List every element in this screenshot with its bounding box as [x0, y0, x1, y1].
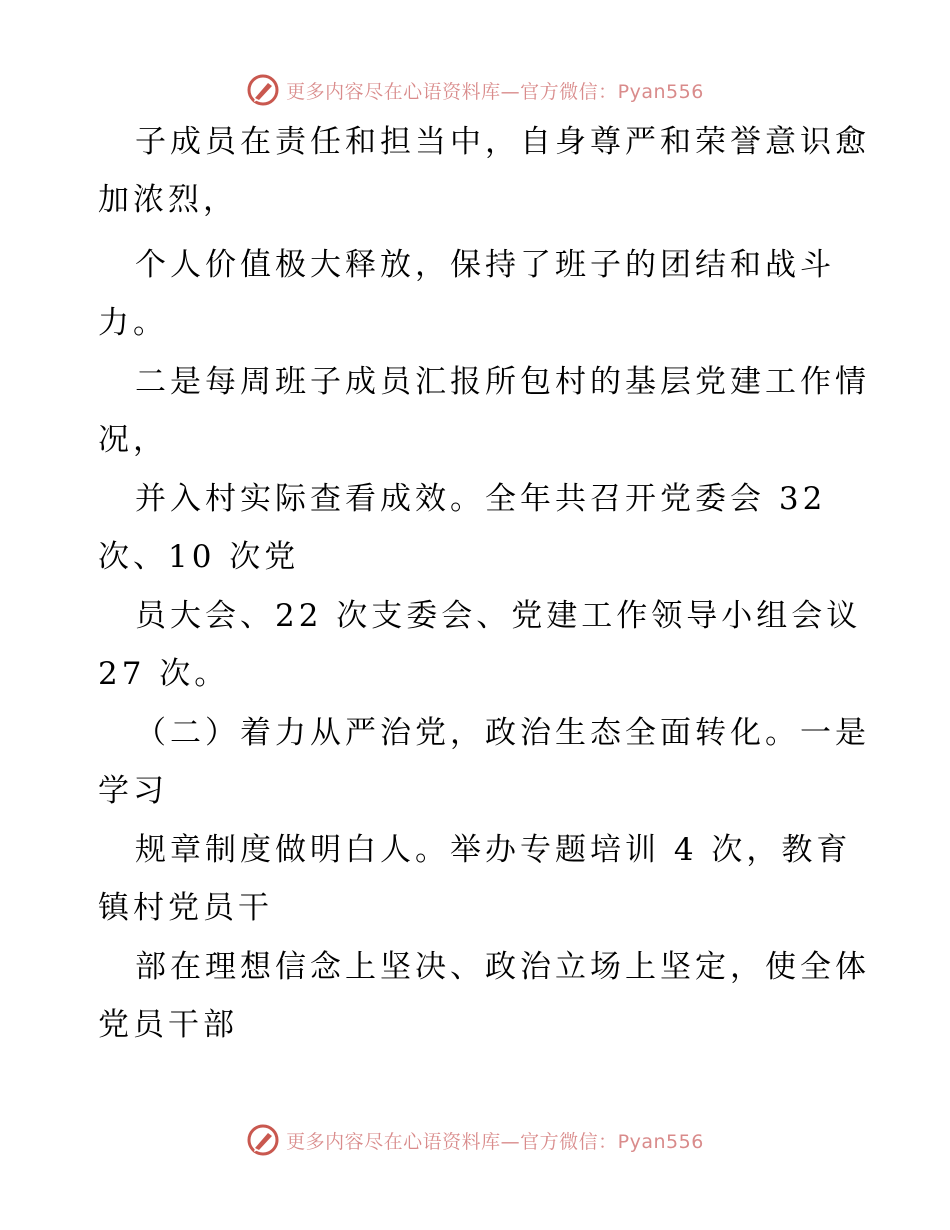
- body-line: （二）着力从严治党，政治生态全面转化。一是: [135, 715, 870, 751]
- body-line: 员大会、22 次支委会、党建工作领导小组会议: [135, 598, 862, 634]
- body-line: 部在理想信念上坚决、政治立场上坚定，使全体: [135, 949, 870, 985]
- body-line: 规章制度做明白人。举办专题培训 4 次，教育: [135, 832, 852, 868]
- body-line: 二是每周班子成员汇报所包村的基层党建工作情: [135, 364, 870, 400]
- body-line: 27 次。: [98, 656, 230, 692]
- body-line: 力。: [98, 305, 168, 341]
- pen-logo-icon: [246, 73, 280, 107]
- body-line: 镇村党员干: [98, 890, 273, 926]
- footer-watermark: [0, 1120, 950, 1160]
- pen-logo-icon: [246, 1123, 280, 1157]
- body-line: 子成员在责任和担当中，自身尊严和荣誉意识愈: [135, 124, 870, 160]
- body-line: 党员干部: [98, 1007, 238, 1043]
- body-line: 学习: [98, 773, 168, 809]
- body-line: 并入村实际查看成效。全年共召开党委会 32: [135, 481, 827, 517]
- body-line: 加浓烈，: [98, 182, 238, 218]
- body-line: 个人价值极大释放，保持了班子的团结和战斗: [135, 247, 835, 283]
- watermark-text: 更多内容尽在心语资料库—官方微信：Pyan556: [286, 80, 704, 103]
- body-line: 况，: [98, 422, 168, 458]
- body-line: 次、10 次党: [98, 539, 300, 575]
- watermark-text: 更多内容尽在心语资料库—官方微信：Pyan556: [286, 1130, 704, 1153]
- header-watermark: [0, 70, 950, 110]
